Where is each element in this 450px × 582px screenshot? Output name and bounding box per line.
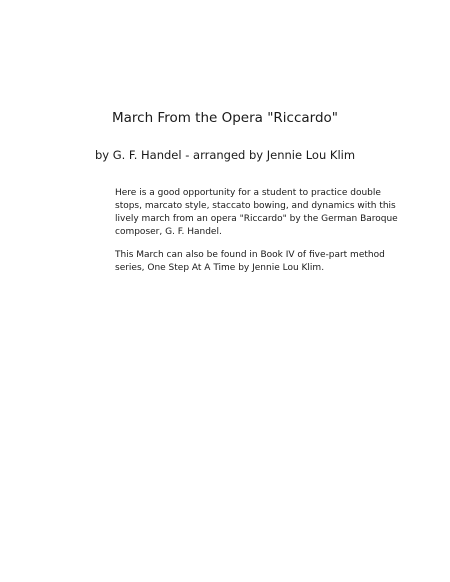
intro-paragraph: Here is a good opportunity for a student to practice double stops, marcato style, staccato bowing, and dynamics with this lively march from an opera "Riccardo" by the German Baroque composer, G. F. Handel. <box>115 188 398 237</box>
document-subtitle: by G. F. Handel - arranged by Jennie Lou Klim <box>94 148 356 162</box>
document-title: March From the Opera "Riccardo" <box>111 110 339 126</box>
source-paragraph: This March can also be found in Book IV of five-part method series, One Step At A Time by Jennie Lou Klim. <box>115 250 385 273</box>
